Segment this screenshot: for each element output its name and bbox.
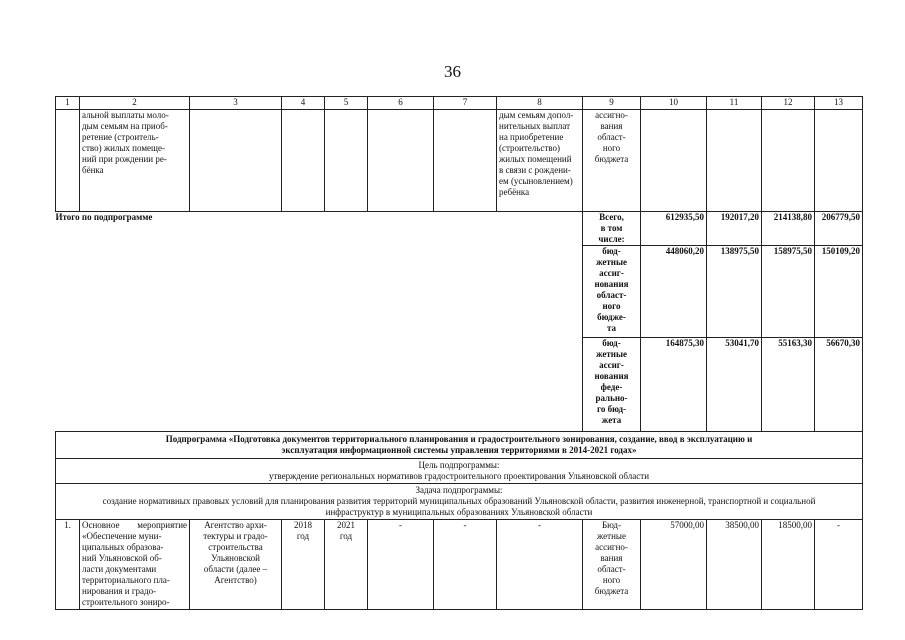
col-header: 8 — [497, 97, 583, 110]
col-header: 9 — [583, 97, 641, 110]
itogo-value: 150109,20 — [815, 246, 863, 338]
itogo-value: 192017,20 — [707, 212, 762, 246]
col-header: 5 — [325, 97, 368, 110]
subprogram-title-row — [56, 432, 863, 459]
itogo-value: 448060,20 — [641, 246, 707, 338]
itogo-label: Итого по подпрограмме — [56, 212, 583, 432]
executor: Агентство архи- тектуры и градо- строительства Ульяновской области (далее – Агентство) — [190, 520, 282, 610]
row-number: 1. — [56, 520, 80, 610]
itogo-value: 612935,50 — [641, 212, 707, 246]
funding-value: 57000,00 — [641, 520, 707, 610]
col-header: 1 — [56, 97, 80, 110]
continued-indicator-text: дым семьям допол- нительных выплат на приобретение (строительство) жилых помещений в связи с рождени- ем (усыновлением) ребёнка — [497, 110, 583, 212]
subprogram-title: Подпрограмма «Подготовка документов территориального планирования и градостроительного зонирования, создание, ввод в эксплуатацию и эксплуатация информационной системы управления территориями в 2014-2021 годах» — [56, 432, 863, 459]
col-header: 7 — [434, 97, 497, 110]
itogo-value: 206779,50 — [815, 212, 863, 246]
itogo-value: 55163,30 — [762, 338, 815, 432]
itogo-value: 56670,30 — [815, 338, 863, 432]
itogo-source: Всего, в том числе: — [583, 212, 641, 246]
col-header: 12 — [762, 97, 815, 110]
column-number-row — [56, 97, 863, 110]
funding-value: 18500,00 — [762, 520, 815, 610]
col-header: 13 — [815, 97, 863, 110]
program-table — [55, 96, 863, 610]
itogo-source: бюд- жетные ассиг- нования феде- рально- го бюд- жета — [583, 338, 641, 432]
funding-value: 38500,00 — [707, 520, 762, 610]
continued-measure-text: альной выплаты моло- дым семьям на приоб- ретение (строитель- ство) жилых помеще- ний при рождении ре- бёнка — [80, 110, 190, 212]
itogo-value: 214138,80 — [762, 212, 815, 246]
cell-dash: - — [434, 520, 497, 610]
goal-row — [56, 459, 863, 484]
cell-dash: - — [497, 520, 583, 610]
itogo-source: бюд- жетные ассиг- нования област- ного бюдже- та — [583, 246, 641, 338]
itogo-value: 138975,50 — [707, 246, 762, 338]
funding-source: Бюд- жетные ассигно- вания област- ного бюджета — [583, 520, 641, 610]
continued-row — [56, 110, 863, 212]
page-number: 36 — [444, 62, 461, 81]
measure-row-1 — [56, 520, 863, 610]
start-year: 2018 год — [282, 520, 325, 610]
col-header: 4 — [282, 97, 325, 110]
itogo-value: 53041,70 — [707, 338, 762, 432]
measure-name: Основное мероприятие «Обеспечение муни- ципальных образова- ний Ульяновской об- ласти документами территориального пла- нирования и градо- строительного зониро- — [80, 520, 190, 610]
col-header: 6 — [368, 97, 434, 110]
task-row — [56, 484, 863, 520]
col-header: 11 — [707, 97, 762, 110]
itogo-value: 158975,50 — [762, 246, 815, 338]
col-header: 2 — [80, 97, 190, 110]
itogo-value: 164875,30 — [641, 338, 707, 432]
goal-text: утверждение региональных нормативов градостроительного проектирования Ульяновской области — [268, 471, 650, 481]
col-header: 10 — [641, 97, 707, 110]
goal-label: Цель подпрограммы: — [418, 460, 500, 470]
cell-dash: - — [368, 520, 434, 610]
itogo-row-total — [56, 212, 863, 246]
task-text: создание нормативных правовых условий для планирования развития территорий муниципальных образований Ульяновской области, развития инженерной, транспортной и социальной инфраструктур в муниципальных образованиях Ульяновской области — [102, 496, 816, 517]
continued-source-text: ассигно- вания област- ного бюджета — [583, 110, 641, 212]
col-header: 3 — [190, 97, 282, 110]
task-label: Задача подпрограммы: — [415, 485, 503, 495]
end-year: 2021 год — [325, 520, 368, 610]
funding-value: - — [815, 520, 863, 610]
